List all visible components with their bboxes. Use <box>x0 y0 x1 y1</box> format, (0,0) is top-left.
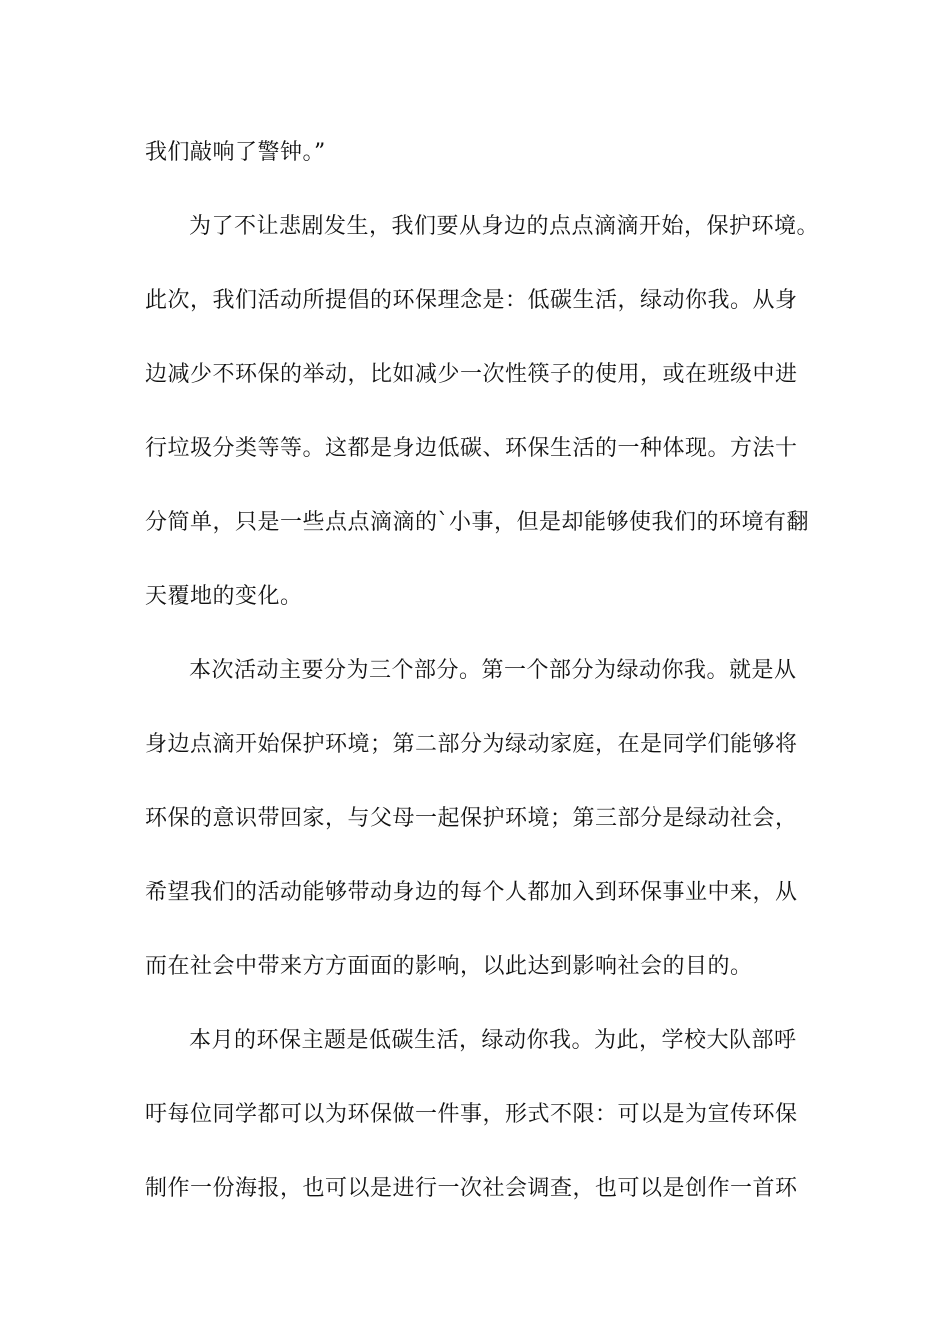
text-line-4: 边减少不环保的举动，比如减少一次性筷子的使用，或在班级中进 <box>145 362 798 387</box>
text-line-12: 而在社会中带来方方面面的影响，以此达到影响社会的目的。 <box>145 954 753 979</box>
text-line-1: 我们敲响了警钟。” <box>145 140 326 165</box>
text-line-11: 希望我们的活动能够带动身边的每个人都加入到环保事业中来，从 <box>145 880 798 905</box>
text-line-14: 吁每位同学都可以为环保做一件事，形式不限：可以是为宣传环保 <box>145 1102 798 1127</box>
text-line-8: 本次活动主要分为三个部分。第一个部分为绿动你我。就是从 <box>189 658 797 683</box>
document-body <box>145 128 825 1238</box>
text-line-10: 环保的意识带回家，与父母一起保护环境；第三部分是绿动社会， <box>145 806 798 831</box>
text-line-7: 天覆地的变化。 <box>145 584 303 609</box>
text-line-9: 身边点滴开始保护环境；第二部分为绿动家庭，在是同学们能够将 <box>145 732 798 757</box>
text-line-13: 本月的环保主题是低碳生活，绿动你我。为此，学校大队部呼 <box>189 1028 797 1053</box>
text-line-3: 此次，我们活动所提倡的环保理念是：低碳生活，绿动你我。从身 <box>145 288 798 313</box>
text-line-15: 制作一份海报，也可以是进行一次社会调查，也可以是创作一首环 <box>145 1176 798 1201</box>
text-line-2: 为了不让悲剧发生，我们要从身边的点点滴滴开始，保护环境。 <box>189 214 820 239</box>
text-line-6: 分简单，只是一些点点滴滴的`小事，但是却能够使我们的环境有翻 <box>145 510 810 535</box>
text-line-5: 行垃圾分类等等。这都是身边低碳、环保生活的一种体现。方法十 <box>145 436 798 461</box>
